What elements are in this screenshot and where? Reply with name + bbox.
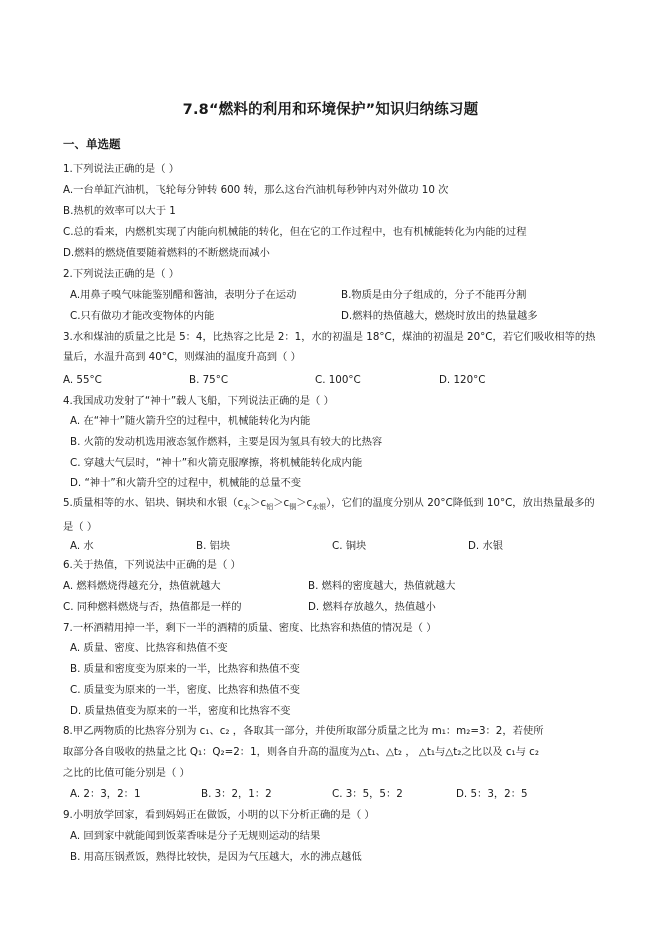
- question-1-option-c: C.总的看来，内燃机实现了内能向机械能的转化，但在它的工作过程中，也有机械能转化为内能的过程: [63, 226, 527, 238]
- question-3-stem: 3.水和煤油的质量之比是 5：4，比热容之比是 2：1，水的初温是 18°C，煤油的初温是 20°C，若它们吸收相等的热量后，水温升高到 40°C，则煤油的温度升高到（ ）: [63, 331, 596, 363]
- question-8-line-1: 8.甲乙两物质的比热容分别为 c₁、c₂ ，各取其一部分，并使所取部分质量之比为 m₁：m₂=3：2，若使所: [63, 725, 544, 737]
- question-9-option-a: A. 回到家中就能闻到饭菜香味是分子无规则运动的结果: [70, 830, 321, 842]
- question-9-stem: 9.小明放学回家，看到妈妈正在做饭，小明的以下分析正确的是（ ）: [63, 809, 375, 821]
- question-5-stem: [63, 493, 603, 537]
- question-1-option-a: A.一台单缸汽油机，飞轮每分钟转 600 转，那么这台汽油机每秒钟内对外做功 10 次: [63, 184, 449, 196]
- question-8-option-d: D. 5：3，2：5: [456, 788, 528, 800]
- question-7-option-b: B. 质量和密度变为原来的一半，比热容和热值不变: [70, 663, 300, 675]
- question-7-option-a: A. 质量、密度、比热容和热值不变: [70, 642, 228, 654]
- question-2-option-a: A.用鼻子嗅气味能鉴别醋和酱油，表明分子在运动: [70, 289, 297, 301]
- question-4-option-b: B. 火箭的发动机选用液态氢作燃料，主要是因为氢具有较大的比热容: [70, 436, 383, 448]
- question-3-option-d: D. 120°C: [439, 374, 486, 386]
- q5-gt-3: ＞c: [296, 497, 313, 509]
- question-8-option-b: B. 3：2，1：2: [201, 788, 272, 800]
- question-2-option-d: D.燃料的热值越大，燃烧时放出的热量越多: [341, 310, 538, 322]
- question-7-option-c: C. 质量变为原来的一半，密度、比热容和热值不变: [70, 684, 300, 696]
- document-title: 7.8“燃料的利用和环境保护”知识归纳练习题: [182, 102, 479, 118]
- question-1-option-b: B.热机的效率可以大于 1: [63, 205, 176, 217]
- question-1-stem: 1.下列说法正确的是（ ）: [63, 163, 180, 175]
- q5-sub-water: 水: [243, 503, 251, 512]
- q5-gt-2: ＞c: [273, 497, 290, 509]
- question-5-option-d: D. 水银: [468, 540, 504, 552]
- question-6-option-c: C. 同种燃料燃烧与否，热值都是一样的: [63, 601, 242, 613]
- q5-text-start: 5.质量相等的水、铝块、铜块和水银（c: [63, 497, 244, 509]
- question-5-option-a: A. 水: [70, 540, 94, 552]
- question-6-stem: 6.关于热值，下列说法中正确的是（ ）: [63, 559, 241, 571]
- question-2-option-b: B.物质是由分子组成的，分子不能再分割: [341, 289, 527, 301]
- q5-text-end: ），它们的温度分别从 20°C降低到 10°C，放出热量最多的是（ ）: [63, 497, 595, 534]
- question-1-option-d: D.燃料的燃烧值要随着燃料的不断燃烧而减小: [63, 247, 270, 259]
- question-6-option-d: D. 燃料存放越久，热值越小: [308, 601, 436, 613]
- question-3-option-c: C. 100°C: [315, 374, 361, 386]
- question-5-option-b: B. 铝块: [196, 540, 231, 552]
- q5-gt-1: ＞c: [250, 497, 267, 509]
- question-4-option-c: C. 穿越大气层时，“神十”和火箭克服摩擦，将机械能转化成内能: [70, 457, 363, 469]
- question-2-option-c: C.只有做功才能改变物体的内能: [70, 310, 215, 322]
- question-8-line-2: 取部分各自吸收的热量之比 Q₁：Q₂=2：1，则各自升高的温度为△t₁、△t₂ ， △t₁与△t₂之比以及 c₁与 c₂: [63, 746, 539, 758]
- question-4-stem: 4.我国成功发射了“神十”载人飞船，下列说法正确的是（ ）: [63, 395, 334, 407]
- q5-sub-hg: 水银: [312, 503, 327, 512]
- question-7-stem: 7.一杯酒精用掉一半，剩下一半的酒精的质量、密度、比热容和热值的情况是（ ）: [63, 622, 437, 634]
- section-heading: 一、单选题: [63, 137, 121, 151]
- question-4-option-a: A. 在“神十”随火箭升空的过程中，机械能转化为内能: [70, 415, 311, 427]
- q5-sub-cu: 铜: [289, 503, 297, 512]
- question-2-stem: 2.下列说法正确的是（ ）: [63, 268, 180, 280]
- question-5-option-c: C. 铜块: [332, 540, 367, 552]
- question-3-option-b: B. 75°C: [189, 374, 229, 386]
- question-8-line-3: 之比的比值可能分别是（ ）: [63, 767, 190, 779]
- question-7-option-d: D. 质量热值变为原来的一半，密度和比热容不变: [70, 705, 291, 717]
- question-6-option-b: B. 燃料的密度越大，热值就越大: [308, 580, 456, 592]
- question-4-option-d: D. “神十”和火箭升空的过程中，机械能的总量不变: [70, 477, 302, 489]
- question-3-option-a: A. 55°C: [63, 374, 102, 386]
- question-8-option-c: C. 3：5，5：2: [332, 788, 403, 800]
- question-6-option-a: A. 燃料燃烧得越充分，热值就越大: [63, 580, 221, 592]
- q5-sub-al: 铝: [266, 503, 274, 512]
- question-8-option-a: A. 2：3，2：1: [70, 788, 141, 800]
- question-9-option-b: B. 用高压锅煮饭，熟得比较快，是因为气压越大，水的沸点越低: [70, 851, 362, 863]
